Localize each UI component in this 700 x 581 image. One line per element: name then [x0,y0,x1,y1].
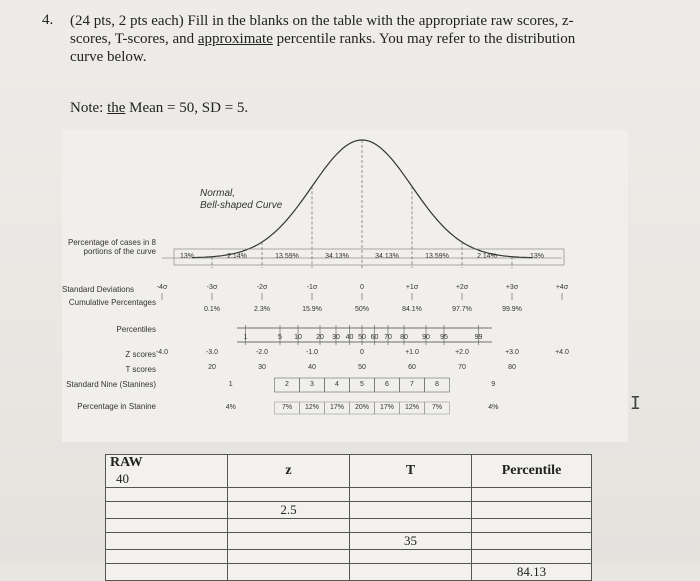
question-text-part1: (24 pts, 2 pts each) Fill in the blanks on the table with the appropriate raw scores, z-scores, T-scores, and [70,13,574,47]
z-score-label: +4.0 [555,349,569,356]
table-row [106,533,592,550]
table-header-row [106,455,592,488]
question-text [70,12,610,66]
z-score-label: -2.0 [255,349,269,356]
t-score-label: 40 [308,364,316,371]
table-row [106,488,592,502]
table-cell[interactable] [472,488,592,502]
table-cell[interactable] [472,519,592,533]
row-label-t: T scores [125,365,156,374]
table-cell[interactable] [106,488,228,502]
note-underlined: the [107,100,126,116]
table-cell[interactable] [472,533,592,550]
portion-label: 13.59% [425,253,449,260]
sd-label: 0 [360,284,364,291]
cumulative-label: 84.1% [402,306,422,313]
stanine-pct-label: 20% [354,404,369,411]
table-cell[interactable]: 84.13 [472,564,592,581]
stanine-label: 8 [435,381,439,388]
sd-label: +2σ [455,284,469,291]
table-cell[interactable] [228,519,350,533]
z-score-label: 0 [360,349,364,356]
percentile-label: 95 [440,334,448,341]
sd-label: +1σ [405,284,419,291]
percentile-label: 5 [278,334,282,341]
answer-table [105,454,592,581]
table-cell[interactable] [228,564,350,581]
stanine-pct-label: 7% [281,404,293,411]
note-prefix: Note: [70,100,108,116]
row-label-cumulative: Cumulative Percentages [68,298,156,307]
stanine-pct-label: 4% [225,404,236,411]
t-score-label: 60 [408,364,416,371]
header-t: T [350,455,472,488]
cell-raw-0[interactable]: 40 [116,471,129,486]
stanine-label: 2 [285,381,289,388]
row-label-sd: Standard Deviations [62,285,135,294]
z-score-label: +1.0 [405,349,419,356]
z-score-label: -1.0 [305,349,319,356]
row-label-stanine-pct: Percentage in Stanine [77,402,156,411]
table-cell[interactable] [106,519,228,533]
table-cell[interactable] [350,519,472,533]
cumulative-label: 50% [354,306,369,313]
sd-label: -2σ [256,284,268,291]
t-score-label: 80 [508,364,516,371]
percentile-label: 10 [294,334,302,341]
percentile-label: 90 [422,334,430,341]
question-text-part2: percentile ranks. You may refer to the distribution curve below. [70,31,576,65]
table-cell[interactable] [106,502,228,519]
z-score-label: -3.0 [205,349,219,356]
percentile-label: 50 [358,334,366,341]
z-score-label: +2.0 [455,349,469,356]
sd-label: -4σ [156,284,168,291]
table-cell[interactable] [350,564,472,581]
percentile-label: 40 [345,334,354,341]
percentile-label: 80 [400,334,408,341]
stanine-label: 7 [410,381,414,388]
table-row [106,550,592,564]
stanine-label: 1 [228,381,233,388]
percentile-label: 60 [370,334,379,341]
percentile-label: 1 [243,334,248,341]
table-cell[interactable] [228,533,350,550]
table-cell[interactable] [106,550,228,564]
curve-label-line2: Bell-shaped Curve [200,200,283,211]
portion-label: 13% [529,253,544,260]
portion-label: 13.59% [275,253,299,260]
sd-label: +4σ [555,284,569,291]
row-label-z: Z scores [125,350,156,359]
text-cursor-icon: I [630,393,641,414]
stanine-label: 4 [335,381,339,388]
table-cell[interactable] [228,488,350,502]
portion-label: 2.14% [477,253,497,260]
table-row [106,519,592,533]
table-row [106,564,592,581]
sd-label: -3σ [206,284,218,291]
row-label-stanine: Standard Nine (Stanines) [66,380,156,389]
note-rest: Mean = 50, SD = 5. [125,100,249,116]
portion-label: 2.14% [227,253,247,260]
question-text-underlined: approximate [197,31,273,47]
portion-label: 13% [179,253,194,260]
stanine-label: 5 [360,381,364,388]
header-z: z [228,455,350,488]
t-score-label: 50 [358,364,366,371]
z-score-label: +3.0 [505,349,519,356]
header-percentile: Percentile [472,455,592,488]
percentile-label: 20 [316,334,324,341]
sd-label: -1σ [306,284,318,291]
t-score-label: 20 [208,364,216,371]
header-raw-label: RAW [110,455,143,470]
header-raw [106,455,228,488]
stanine-label: 6 [385,381,389,388]
t-score-label: 70 [458,364,466,371]
table-row [106,502,592,519]
stanine-pct-label: 7% [431,404,443,411]
cumulative-label: 97.7% [452,306,472,313]
cumulative-label: 99.9% [502,306,522,313]
percentile-label: 99 [474,334,483,341]
t-score-label: 30 [258,364,266,371]
cumulative-label: 15.9% [302,306,322,313]
table-cell[interactable] [228,550,350,564]
cumulative-label: 2.3% [254,306,270,313]
table-cell[interactable] [472,502,592,519]
note-line [70,100,248,117]
stanine-label: 9 [491,381,496,388]
z-score-label: -4.0 [155,349,169,356]
cumulative-label: 0.1% [204,306,220,313]
distribution-figure [62,130,628,442]
table-cell[interactable] [106,564,228,581]
stanine-pct-label: 17% [329,404,344,411]
table-cell[interactable] [350,550,472,564]
row-label-percentiles: Percentiles [116,325,156,334]
stanine-label: 3 [310,381,314,388]
portion-label: 34.13% [325,253,349,260]
stanine-pct-label: 12% [304,404,319,411]
percentile-label: 70 [384,334,392,341]
table-cell[interactable] [106,533,228,550]
table-cell[interactable] [350,488,472,502]
portion-label: 34.13% [375,253,399,260]
table-cell[interactable]: 2.5 [228,502,350,519]
stanine-pct-label: 17% [379,404,394,411]
table-cell[interactable] [350,502,472,519]
table-cell[interactable]: 35 [350,533,472,550]
curve-label [200,188,282,212]
table-cell[interactable] [472,550,592,564]
stanine-pct-label: 12% [404,404,419,411]
sd-label: +3σ [505,284,519,291]
percentile-label: 30 [332,334,340,341]
row-label-percentage: Percentage of cases in 8 portions of the curve [67,238,156,256]
stanine-pct-label: 4% [488,404,499,411]
curve-label-line1: Normal, [200,188,236,199]
question-number: 4. [42,12,54,28]
